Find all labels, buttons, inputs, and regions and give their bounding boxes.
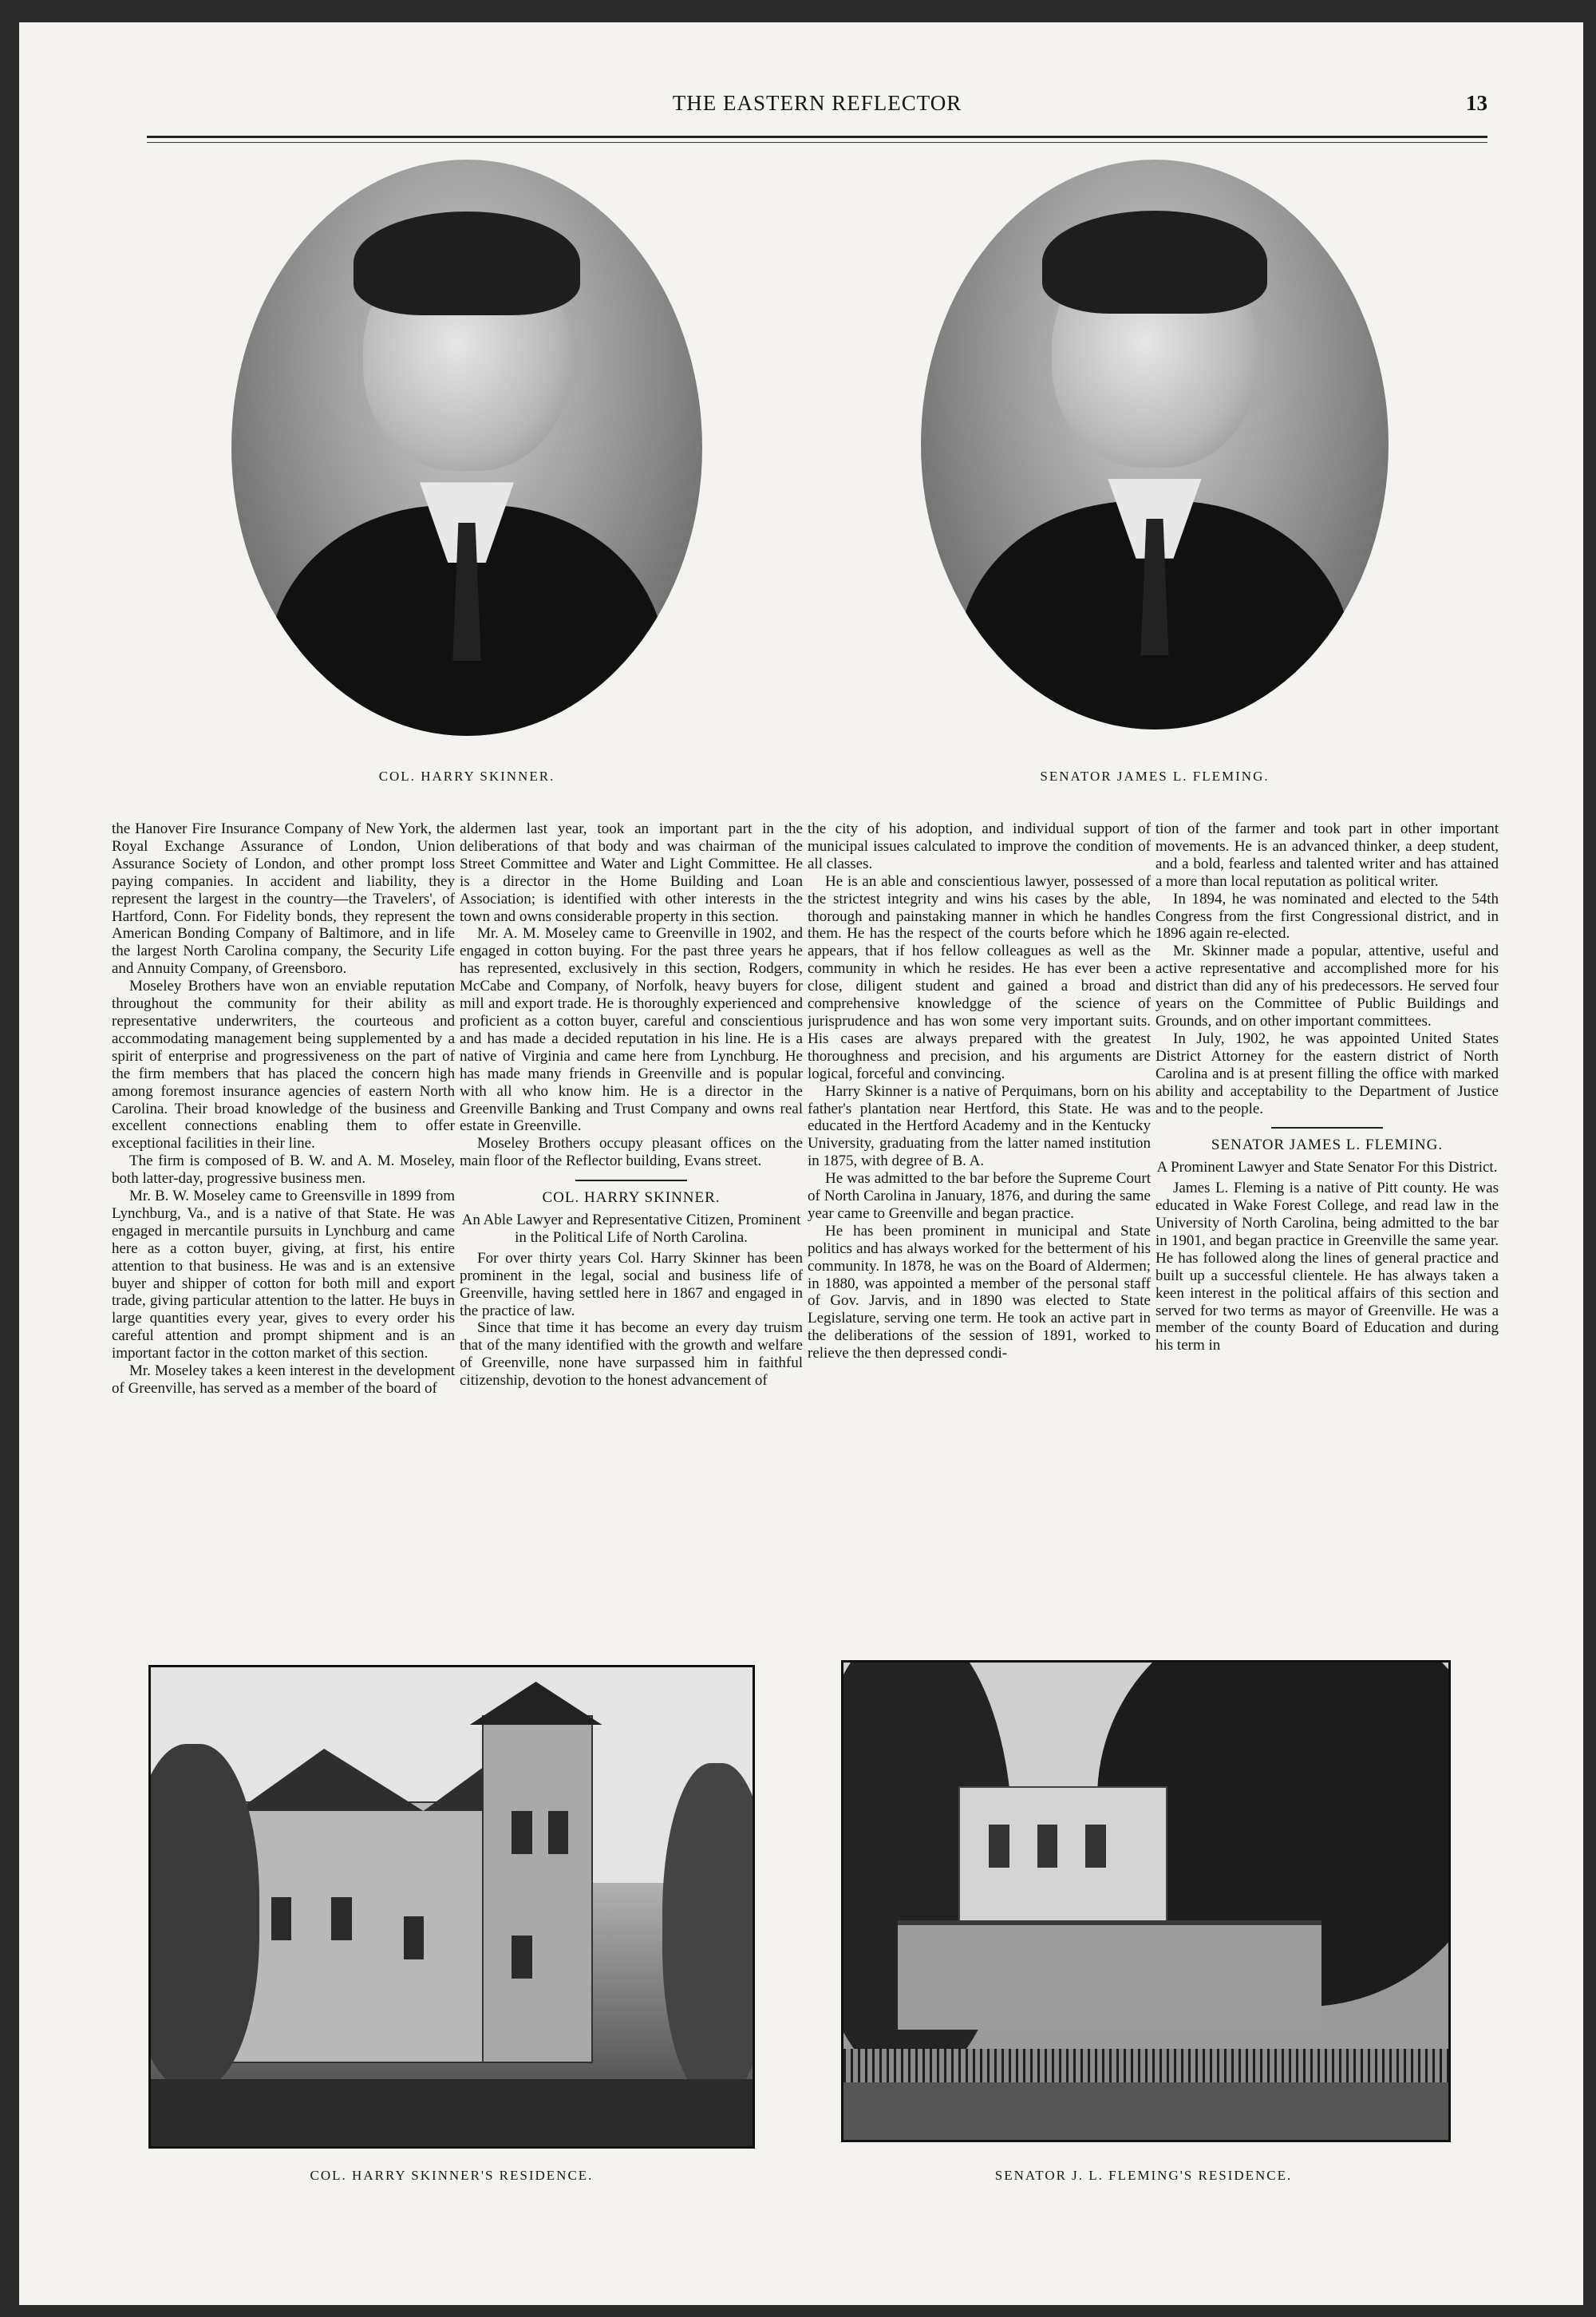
paragraph: Mr. B. W. Moseley came to Greensville in 1899 from Lynchburg, Va., and is a native of that State. He was engaged in mercantile pursuits in Lynchburg and came here as a cotton buyer, giving, at first, his entire attention to that business. He was and is an extensive buyer and shipper of cotton for both mill and export trade, giving particular attention to the latter. He buys in large quantities every year, gives to every order his careful attention and prompt shipment and is an important factor in the cotton market of this section. bbox=[112, 1188, 455, 1362]
photo-fleming-residence bbox=[841, 1660, 1451, 2142]
newspaper-page bbox=[19, 22, 1583, 2305]
paragraph: Moseley Brothers have won an enviable reputation throughout the community for their ability as representative underwriters, the courteous and accommodating management being supplemented by a spirit of enterprise and progressiveness on the part of the firm members that has placed the concern high among foremost insurance agencies of eastern North Carolina. Their broad knowledge of the business and excellent connections enabling them to offer exceptional facilities in their line. bbox=[112, 978, 455, 1153]
paragraph: James L. Fleming is a native of Pitt county. He was educated in Wake Forest College, and read law in the University of North Carolina, being admitted to the bar in 1901, and began practice in Greenville the same year. He has followed along the lines of general practice and built up a successful clientele. He has always taken a keen interest in the political affairs of this section and served for two terms as mayor of Greenville. He was a member of the county Board of Education and during his term in bbox=[1156, 1180, 1499, 1354]
page-number: 13 bbox=[1466, 91, 1487, 115]
paragraph: Mr. Skinner made a popular, attentive, useful and active representative and accomplished more for his district than did any of his predecessors. He served four years on the Committee of Public Buildings and Grounds, and on other important committees. bbox=[1156, 943, 1499, 1030]
paragraph: aldermen last year, took an important part in the deliberations of that body and was chairman of the Street Committee and Water and Light Committee. He is a director in the Home Building and Loan Association; is identified with other interests in the town and owns considerable property in this section. bbox=[460, 820, 803, 925]
photo-skinner-residence bbox=[148, 1665, 755, 2149]
residence-caption-skinner: COL. HARRY SKINNER'S RESIDENCE. bbox=[310, 2168, 594, 2183]
section-divider bbox=[575, 1180, 687, 1181]
portrait-james-fleming bbox=[921, 160, 1389, 729]
paragraph: Mr. Moseley takes a keen interest in the development of Greenville, has served as a member of the board of bbox=[112, 1362, 455, 1397]
paragraph: In 1894, he was nominated and elected to the 54th Congress from the first Congressional district, and in 1896 again re-elected. bbox=[1156, 890, 1499, 943]
paragraph: tion of the farmer and took part in other important movements. He is an advanced thinker, a deep student, and a bold, fearless and talented writer and has attained a more than local reputation as political writer. bbox=[1156, 820, 1499, 890]
text-column-2 bbox=[460, 820, 803, 1647]
paragraph: He was admitted to the bar before the Supreme Court of North Carolina in January, 1876, and during the same year came to Greenville and began practice. bbox=[808, 1170, 1151, 1222]
paragraph: He is an able and conscientious lawyer, possessed of the strictest integrity and wins his cases by the able, thorough and painstaking manner in which he handles them. He has the respect of the courts before which he appears, that if hos fellow colleagues as well as the community in which he resides. He has ever been a close, diligent student and gained a broad and comprehensive knowledgge of the science of jurisprudence and has won some very important suits. His cases are always prepared with the greatest thoroughness and precision, and his arguments are logical, forceful and convincing. bbox=[808, 872, 1151, 1082]
section-heading-fleming: SENATOR JAMES L. FLEMING. bbox=[1211, 1137, 1444, 1154]
portrait-harry-skinner bbox=[231, 160, 702, 736]
paragraph: For over thirty years Col. Harry Skinner has been prominent in the legal, social and business life of Greenville, having settled here in 1867 and engaged in the practice of law. bbox=[460, 1249, 803, 1319]
paragraph: Moseley Brothers occupy pleasant offices on the main floor of the Reflector building, Evans street. bbox=[460, 1135, 803, 1170]
paragraph: the Hanover Fire Insurance Company of New York, the Royal Exchange Assurance of London, Union Assurance Society of London, and other prompt loss paying companies. In accident and liability, they represent the largest in the country—the Travelers', of Hartford, Conn. For Fidelity bonds, they represent the American Bonding Company of Baltimore, and in life the largest North Carolina company, the Security Life and Annuity Company, of Greensboro. bbox=[112, 820, 455, 978]
section-subhead-skinner: An Able Lawyer and Representative Citizen, Prominent in the Political Life of North Carolina. bbox=[461, 1212, 801, 1246]
header-rule-thin bbox=[147, 142, 1487, 143]
paragraph: In July, 1902, he was appointed United States District Attorney for the eastern district of North Carolina and is at present filling the office with marked ability and acceptability to the Department of Justice and to the people. bbox=[1156, 1030, 1499, 1117]
text-column-4 bbox=[1156, 820, 1499, 1647]
page-header bbox=[147, 86, 1487, 131]
masthead: THE EASTERN REFLECTOR bbox=[672, 91, 962, 115]
paragraph: the city of his adoption, and individual support of municipal issues calculated to improve the condition of all classes. bbox=[808, 820, 1151, 872]
paragraph: Harry Skinner is a native of Perquimans, born on his father's plantation near Hertford, this State. He was educated in the Hertford Academy and in the Kentucky University, graduating from the latter named institution in 1875, with degree of B. A. bbox=[808, 1082, 1151, 1170]
header-rule bbox=[147, 136, 1487, 138]
text-column-1 bbox=[112, 820, 455, 1647]
section-subhead-fleming: A Prominent Lawyer and State Senator For this District. bbox=[1156, 1159, 1498, 1176]
paragraph: The firm is composed of B. W. and A. M. Moseley, both latter-day, progressive business men. bbox=[112, 1153, 455, 1188]
portrait-caption-fleming: SENATOR JAMES L. FLEMING. bbox=[1040, 769, 1270, 784]
paragraph: Since that time it has become an every day truism that of the many identified with the growth and welfare of Greenville, none have surpassed him in faithful citizenship, devotion to the honest advancement of bbox=[460, 1319, 803, 1390]
paragraph: Mr. A. M. Moseley came to Greenville in 1902, and engaged in cotton buying. For the past three years he has represented, exclusively in this section, Rodgers, McCabe and Company, of Norfolk, heavy buyers for mill and export trade. He is thoroughly experienced and proficient as a cotton buyer, careful and conscientious and has made a decided reputation in his line. He is a native of Virginia and came here from Lynchburg. He has made many friends in Greenville and is popular with all who know him. He is a director in the Greenville Banking and Trust Company and owns real estate in Greenville. bbox=[460, 925, 803, 1135]
portrait-caption-skinner: COL. HARRY SKINNER. bbox=[378, 769, 555, 784]
section-divider bbox=[1271, 1127, 1383, 1129]
section-heading-skinner: COL. HARRY SKINNER. bbox=[542, 1189, 721, 1207]
text-column-3 bbox=[808, 820, 1151, 1647]
paragraph: He has been prominent in municipal and State politics and has always worked for the betterment of his community. In 1878, he was on the Board of Aldermen; in 1880, was appointed a member of the personal staff of Gov. Jarvis, and in 1890 was elected to State Legislature, serving one term. He took an active part in the deliberations of the session of 1891, worked to relieve the then depressed condi- bbox=[808, 1222, 1151, 1362]
residence-caption-fleming: SENATOR J. L. FLEMING'S RESIDENCE. bbox=[994, 2168, 1293, 2183]
